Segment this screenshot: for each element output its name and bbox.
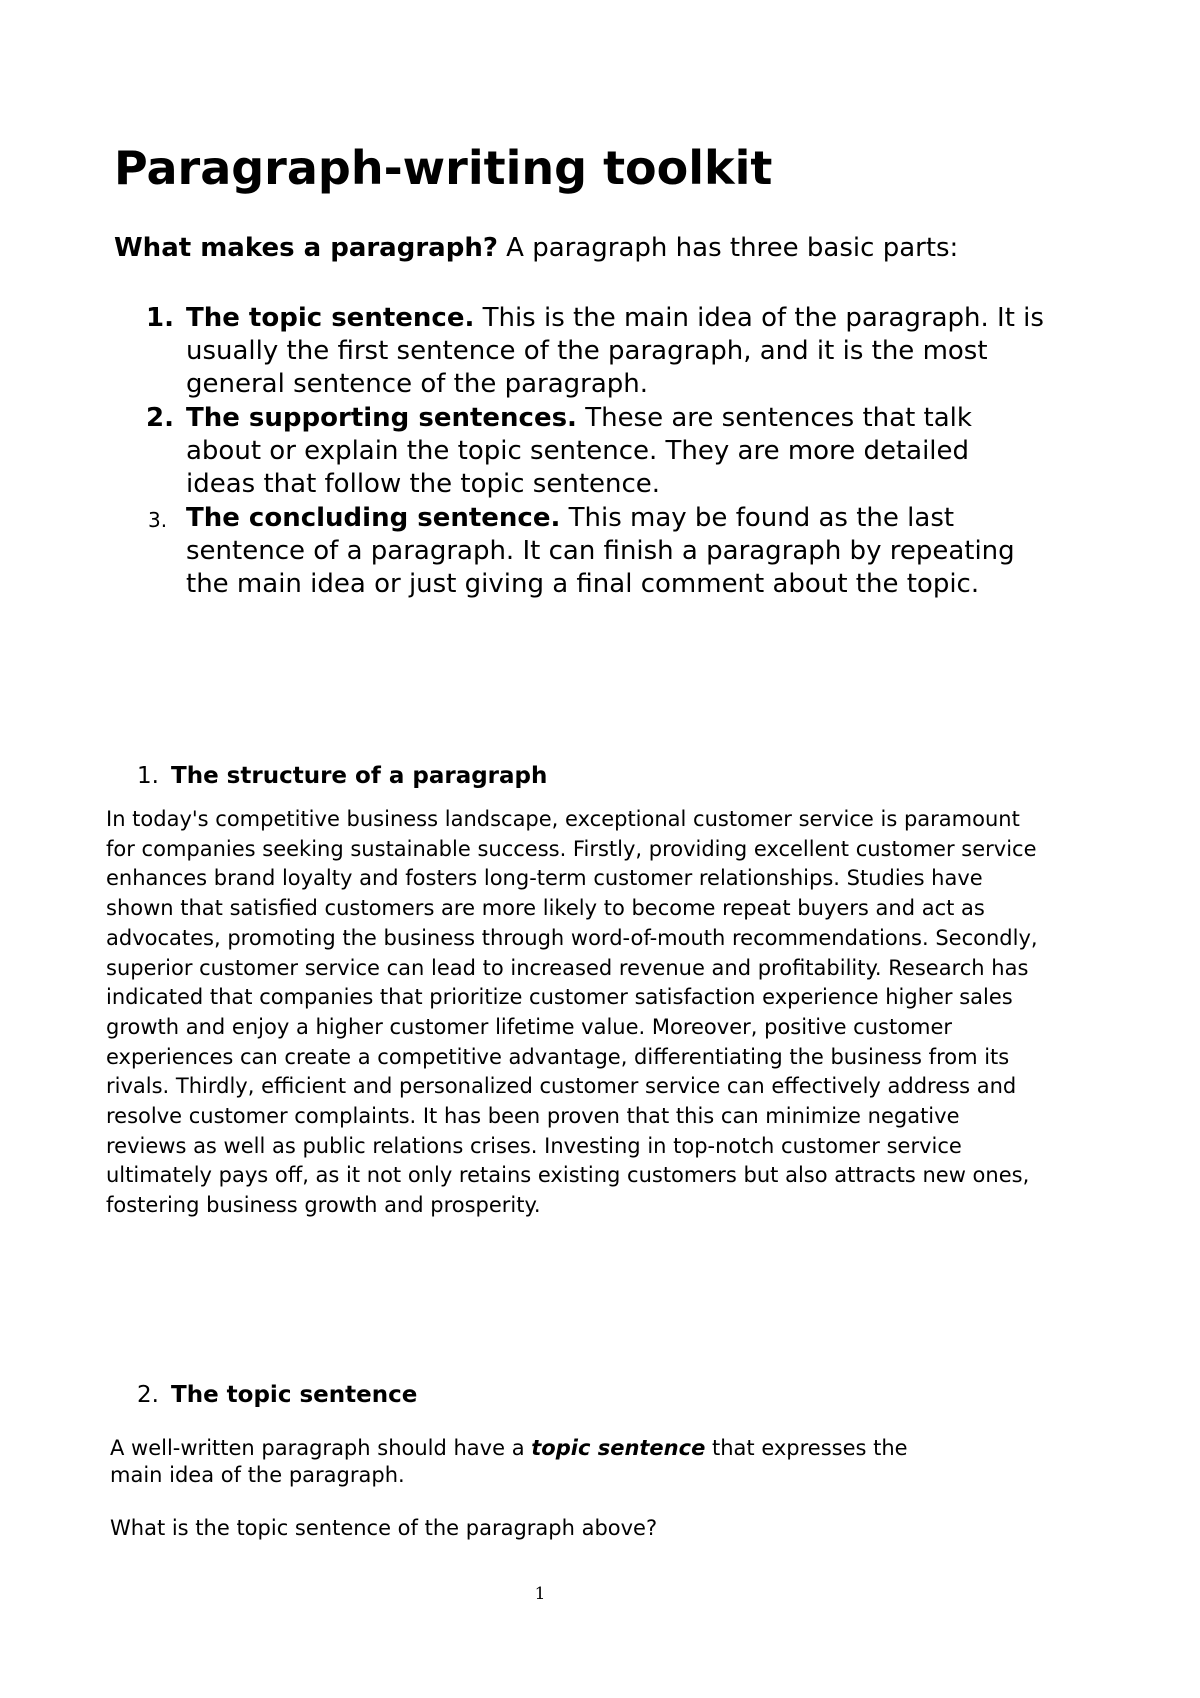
topic-sentence-definition	[110, 1435, 930, 1489]
structure-example-paragraph: In today's competitive business landscape, exceptional customer service is paramount for companies seeking sustainable success. Firstly, providing excellent customer service enhances brand loyalty and fosters long-term customer relationships. Studies have shown that satisfied customers are more likely to become repeat buyers and act as advocates, promoting the business through word-of-mouth recommendations. Secondly, superior customer service can lead to increased revenue and profitability. Research has indicated that companies that prioritize customer satisfaction experience higher sales growth and enjoy a higher customer lifetime value. Moreover, positive customer experiences can create a competitive advantage, differentiating the business from its rivals. Thirdly, efficient and personalized customer service can effectively address and resolve customer complaints. It has been proven that this can minimize negative reviews as well as public relations crises. Investing in top-notch customer service ultimately pays off, as it not only retains existing customers but also attracts new ones, fostering business growth and prosperity.	[106, 807, 1038, 1218]
paragraph-parts-list	[146, 302, 1046, 602]
section-number: 2.	[137, 1382, 159, 1408]
part-number: 2.	[146, 403, 174, 433]
part-text: This is the main idea of the paragraph. It is usually the first sentence of the paragraph, and it is the most general sentence of the paragraph.	[186, 303, 1044, 399]
definition-text-after: that expresses the main idea of the paragraph.	[110, 1436, 908, 1487]
part-number: 3.	[148, 508, 168, 532]
section-title: The structure of a paragraph	[171, 763, 548, 789]
intro-text: A paragraph has three basic parts:	[497, 233, 959, 263]
part-item-topic-sentence	[146, 302, 1046, 401]
part-text: These are sentences that talk about or explain the topic sentence. They are more detailed ideas that follow the topic sentence.	[186, 403, 972, 499]
topic-sentence-question: What is the topic sentence of the paragraph above?	[110, 1516, 658, 1540]
part-heading: The supporting sentences.	[186, 403, 577, 433]
part-item-supporting-sentences	[146, 402, 1046, 501]
intro-question: What makes a paragraph?	[114, 233, 498, 263]
section-number: 1.	[137, 763, 159, 789]
page-number: 1	[534, 1584, 546, 1604]
topic-sentence-term: topic sentence	[531, 1436, 706, 1460]
definition-text-before: A well-written paragraph should have a	[110, 1436, 532, 1460]
document-title: Paragraph-writing toolkit	[114, 141, 773, 195]
intro-paragraph	[114, 232, 1014, 265]
part-heading: The concluding sentence.	[186, 503, 561, 533]
section-heading-structure	[137, 761, 547, 791]
section-heading-topic-sentence	[137, 1380, 417, 1410]
section-title: The topic sentence	[171, 1382, 418, 1408]
part-item-concluding-sentence	[148, 502, 1046, 601]
part-heading: The topic sentence.	[186, 303, 475, 333]
part-text: This may be found as the last sentence of a paragraph. It can finish a paragraph by repeating the main idea or just giving a final comment about the topic.	[186, 503, 1015, 599]
part-number: 1.	[146, 303, 174, 333]
